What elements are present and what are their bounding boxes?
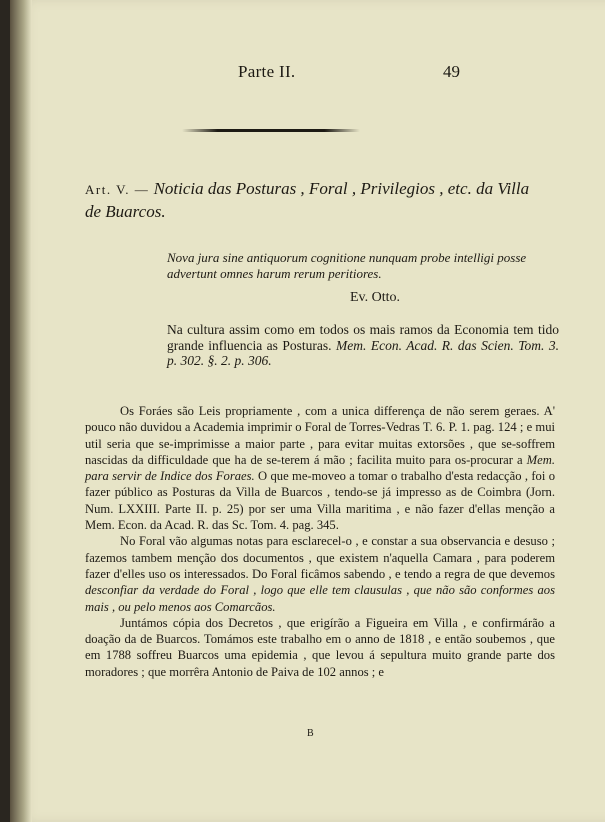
- quotation-block: [167, 322, 559, 369]
- article-number: Art. V. —: [85, 182, 150, 197]
- running-header-title: Parte II.: [238, 62, 296, 81]
- article-title: Noticia das Posturas , Foral , Privilegios , etc. da Villa de Buarcos.: [85, 179, 530, 221]
- epigraph-author: Ev. Otto.: [350, 290, 401, 305]
- paragraph-1-part-a: Os Foráes são Leis propriamente , com a unica differença de não serem geraes. A' pouco não duvidou a Academia imprimir o Foral de Torres-Vedras T. 6. P. 1. pag. 124 ; e mui util seria que se-imprimisse a maior parte , para evitar muitas extorsões , que se-soffrem nascidas da difficuldade que ha de se-terem á mão ; facilita muito para os-procurar a: [85, 404, 555, 467]
- paragraph-1: [85, 403, 555, 533]
- paragraph-2: [85, 533, 555, 614]
- book-page: [10, 0, 605, 822]
- quotation-reference: Mem. Econ. Acad. R. das Scien. Tom. 3. p. 302. §. 2. p. 306.: [167, 337, 559, 368]
- paragraph-1-italic: Mem. para servir de Indice dos Foraes.: [85, 452, 555, 484]
- quotation-text: Na cultura assim como em todos os mais ramos da Economia tem tido grande influencia as Posturas.: [167, 322, 559, 353]
- paragraph-1-part-c: O que me-moveo a tomar o trabalho d'esta redacção , foi o fazer público as Posturas da Villa de Buarcos , tendo-se já impresso as de Coimbra (Jorn. Num. LXXIII. Parte II. p. 25) por ser uma Villa maritima , e não fazer d'ellas menção a Mem. Econ. da Acad. R. das Sc. Tom. 4. pag. 345.: [85, 469, 556, 533]
- paragraph-2-part-a: No Foral vão algumas notas para esclarecel-o , e constar a sua observancia e desuso ; fazemos tambem menção dos documentos , que existem n'aquella Camara , para poderem fazer d'elles uso os interessados. Do Foral ficâmos sabendo , e tendo a regra de que devemos: [85, 534, 555, 581]
- page-number: 49: [443, 62, 460, 81]
- epigraph-text: Nova jura sine antiquorum cognitione nunquam probe intelligi posse advertunt omnes harum rerum peritiores.: [167, 250, 527, 281]
- paragraph-2-italic: desconfiar da verdade do Foral , logo que elle tem clausulas , que não são conformes aos mais , ou pelo menos aos Comarcãos.: [85, 583, 555, 614]
- body-text: [85, 403, 555, 680]
- book-spine-shadow: [10, 0, 32, 822]
- ornamental-rule: [182, 129, 360, 132]
- article-heading: [85, 178, 540, 223]
- paragraph-3: Juntámos cópia dos Decretos , que erigírão a Figueira em Villa , e confirmárão a doação da de Buarcos. Tomámos este trabalho em o anno de 1818 , e então soubemos , que em 1788 soffreu Buarcos uma epidemia , que levou á sepultura muito grande parte dos moradores ; que morrêra Antonio de Paiva de 102 annos ; e: [85, 615, 555, 679]
- signature-mark: B: [307, 728, 314, 739]
